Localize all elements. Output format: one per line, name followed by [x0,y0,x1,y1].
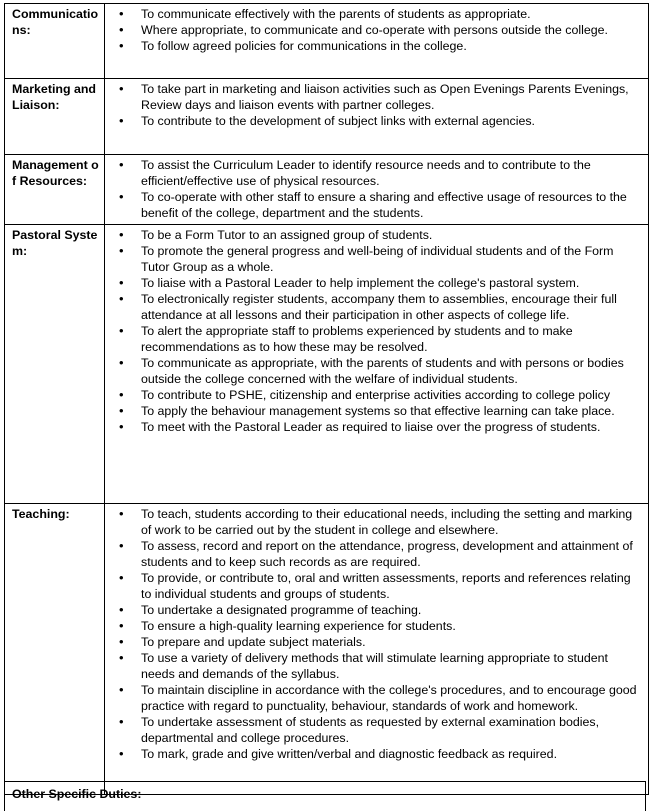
duty-items-cell [105,504,649,795]
duty-category-label: Pastoral System: [5,225,105,504]
duty-row-communications [5,4,649,79]
duty-row-pastoral [5,225,649,504]
duty-item: • To apply the behaviour management systems so that effective learning can take place. [105,403,642,419]
duty-list [105,504,648,765]
duty-category-label: Marketing and Liaison: [5,79,105,155]
other-duties-heading: Other Specific Duties: [12,787,142,801]
duty-items-cell [105,225,649,504]
duty-items-cell [105,79,649,155]
duty-item: • To maintain discipline in accordance with the college's procedures, and to encourage good practice with regard to punctuality, behaviour, standards of work and homework. [105,682,642,714]
duty-category-label: Management of Resources: [5,155,105,225]
duty-item: • To meet with the Pastoral Leader as required to liaise over the progress of students. [105,419,642,435]
duty-item: • To follow agreed policies for communications in the college. [105,38,642,54]
duty-item: • To take part in marketing and liaison activities such as Open Evenings Parents Evenings, Review days and liaison events with partner colleges. [105,81,642,113]
duty-row-marketing [5,79,649,155]
duty-item: • To mark, grade and give written/verbal and diagnostic feedback as required. [105,746,642,762]
duty-list [105,4,648,57]
duty-items-cell [105,155,649,225]
duty-item: • To prepare and update subject materials. [105,634,642,650]
duty-item: • To provide, or contribute to, oral and written assessments, reports and references relating to individual students and groups of students. [105,570,642,602]
duty-list [105,225,648,438]
duty-item: • To communicate effectively with the parents of students as appropriate. [105,6,642,22]
duty-items-cell [105,4,649,79]
duty-item: • To contribute to the development of subject links with external agencies. [105,113,642,129]
duty-item: • To alert the appropriate staff to problems experienced by students and to make recommendations as to how these may be resolved. [105,323,642,355]
duty-item: • To promote the general progress and well-being of individual students and of the Form Tutor Group as a whole. [105,243,642,275]
duty-row-resources [5,155,649,225]
duty-item: • To communicate as appropriate, with the parents of students and with persons or bodies outside the college concerned with the welfare of individual students. [105,355,642,387]
duty-item: • To undertake a designated programme of teaching. [105,602,642,618]
duties-table [4,3,649,795]
duty-item: • To ensure a high-quality learning experience for students. [105,618,642,634]
duty-item: • To assist the Curriculum Leader to identify resource needs and to contribute to the efficient/effective use of physical resources. [105,157,642,189]
duty-item: • To use a variety of delivery methods that will stimulate learning appropriate to student needs and demands of the syllabus. [105,650,642,682]
duty-row-teaching [5,504,649,795]
duty-item: • To liaise with a Pastoral Leader to help implement the college's pastoral system. [105,275,642,291]
duty-list [105,155,648,224]
duty-category-label: Teaching: [5,504,105,795]
duty-item: • To be a Form Tutor to an assigned group of students. [105,227,642,243]
duty-item: • To teach, students according to their educational needs, including the setting and marking of work to be carried out by the student in college and elsewhere. [105,506,642,538]
duty-item: • To contribute to PSHE, citizenship and enterprise activities according to college policy [105,387,642,403]
duty-item: • Where appropriate, to communicate and co-operate with persons outside the college. [105,22,642,38]
duty-item: • To undertake assessment of students as requested by external examination bodies, departmental and college procedures. [105,714,642,746]
other-duties-section [4,781,646,811]
duty-list [105,79,648,132]
duty-item: • To assess, record and report on the attendance, progress, development and attainment of students and to keep such records as are required. [105,538,642,570]
duty-item: • To co-operate with other staff to ensure a sharing and effective usage of resources to the benefit of the college, department and the students. [105,189,642,221]
duty-category-label: Communications: [5,4,105,79]
duty-item: • To electronically register students, accompany them to assemblies, encourage their full attendance at all lessons and their participation in other aspects of college life. [105,291,642,323]
